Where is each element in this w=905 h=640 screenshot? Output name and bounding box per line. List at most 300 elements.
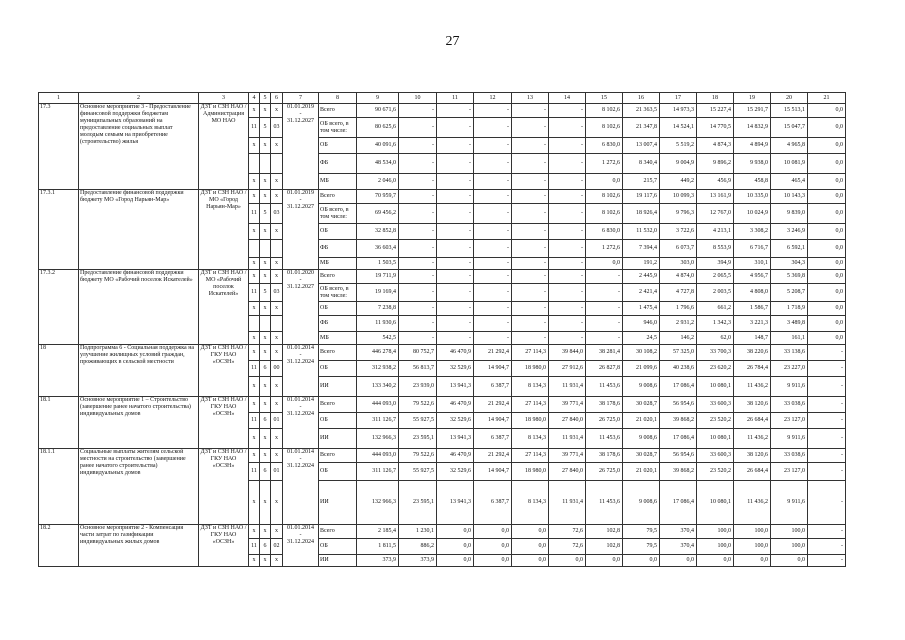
value-cell: 26 684,4: [734, 413, 771, 429]
value-cell: -: [549, 332, 586, 345]
funding-source: ОБ: [319, 413, 357, 429]
value-cell: 0,0: [808, 224, 846, 240]
value-cell: 18 980,0: [512, 463, 549, 481]
value-cell: 5 369,8: [771, 270, 808, 284]
table-row: [39, 345, 846, 361]
value-cell: 10 081,9: [771, 154, 808, 174]
value-cell: 10 335,0: [734, 190, 771, 204]
value-cell: 446 278,4: [357, 345, 399, 361]
value-cell: -: [512, 118, 549, 138]
value-cell: 0,0: [586, 174, 623, 190]
value-cell: 21 292,4: [474, 397, 512, 413]
value-cell: 456,9: [697, 174, 734, 190]
value-cell: 100,0: [771, 525, 808, 539]
value-cell: 1 586,7: [734, 302, 771, 316]
cell-col4: х: [249, 345, 260, 361]
value-cell: -: [808, 525, 846, 539]
value-cell: 11 453,6: [586, 377, 623, 397]
value-cell: 1 475,4: [623, 302, 660, 316]
value-cell: -: [437, 138, 474, 154]
row-executor: ДЗТ и СЗН НАО / ГКУ НАО «ОСЗН»: [199, 345, 249, 397]
value-cell: 9 004,9: [660, 154, 697, 174]
cell-col6: 00: [271, 361, 283, 377]
column-number: 20: [771, 93, 808, 104]
value-cell: -: [549, 270, 586, 284]
value-cell: -: [512, 284, 549, 302]
row-period: [283, 345, 319, 397]
value-cell: 8 102,6: [586, 104, 623, 118]
value-cell: 9 911,6: [771, 429, 808, 449]
value-cell: 39 771,4: [549, 449, 586, 463]
budget-table: [38, 92, 846, 567]
funding-source: ИИ: [319, 429, 357, 449]
value-cell: 0,0: [437, 539, 474, 555]
cell-col4: х: [249, 190, 260, 204]
cell-col6: х: [271, 525, 283, 539]
value-cell: 6 716,7: [734, 240, 771, 258]
value-cell: 30 108,2: [623, 345, 660, 361]
value-cell: 0,0: [808, 174, 846, 190]
funding-source: Всего: [319, 525, 357, 539]
cell-col6: х: [271, 481, 283, 525]
value-cell: -: [474, 284, 512, 302]
cell-col5: [260, 316, 271, 332]
value-cell: 15 291,7: [734, 104, 771, 118]
value-cell: 14 770,5: [697, 118, 734, 138]
value-cell: 0,0: [697, 555, 734, 567]
value-cell: 215,7: [623, 174, 660, 190]
value-cell: 6 387,7: [474, 429, 512, 449]
value-cell: 8 134,3: [512, 429, 549, 449]
period-start: 01.01.2020: [287, 270, 314, 276]
funding-source: ОБ: [319, 361, 357, 377]
cell-col5: х: [260, 345, 271, 361]
column-number: 3: [199, 93, 249, 104]
cell-col6: х: [271, 332, 283, 345]
row-name: Предоставление финансовой поддержки бюджету МО «Рабочий поселок Искателей»: [79, 270, 199, 345]
value-cell: 5 519,2: [660, 138, 697, 154]
column-number: 9: [357, 93, 399, 104]
period-end: 31.12.2024: [287, 463, 314, 469]
value-cell: 6 387,7: [474, 377, 512, 397]
row-period: [283, 449, 319, 525]
value-cell: -: [549, 118, 586, 138]
value-cell: 2 003,5: [697, 284, 734, 302]
value-cell: -: [474, 270, 512, 284]
value-cell: 370,4: [660, 525, 697, 539]
value-cell: -: [808, 429, 846, 449]
funding-source: Всего: [319, 449, 357, 463]
value-cell: -: [549, 104, 586, 118]
column-number: 4: [249, 93, 260, 104]
value-cell: -: [549, 284, 586, 302]
value-cell: -: [586, 332, 623, 345]
funding-source: Всего: [319, 190, 357, 204]
value-cell: -: [808, 361, 846, 377]
column-number: 18: [697, 93, 734, 104]
cell-col4: х: [249, 302, 260, 316]
value-cell: 9 796,3: [660, 204, 697, 224]
value-cell: -: [437, 224, 474, 240]
value-cell: -: [586, 284, 623, 302]
value-cell: 13 941,3: [437, 429, 474, 449]
value-cell: 0,0: [808, 316, 846, 332]
value-cell: 0,0: [808, 258, 846, 270]
value-cell: 48 534,0: [357, 154, 399, 174]
value-cell: 27 114,3: [512, 449, 549, 463]
value-cell: 21 363,5: [623, 104, 660, 118]
cell-col5: х: [260, 302, 271, 316]
value-cell: -: [474, 190, 512, 204]
value-cell: 0,0: [474, 555, 512, 567]
value-cell: 6 830,0: [586, 138, 623, 154]
value-cell: 17 086,4: [660, 377, 697, 397]
value-cell: 32 529,6: [437, 361, 474, 377]
cell-col5: х: [260, 377, 271, 397]
value-cell: -: [808, 555, 846, 567]
value-cell: -: [808, 449, 846, 463]
funding-source: Всего: [319, 345, 357, 361]
column-number: 2: [79, 93, 199, 104]
cell-col5: х: [260, 138, 271, 154]
row-name: Основное мероприятие 2 - Компенсация части затрат по газификации индивидуальных жилых домов: [79, 525, 199, 567]
period-dash: -: [299, 352, 302, 358]
cell-col6: х: [271, 302, 283, 316]
value-cell: 10 143,3: [771, 190, 808, 204]
value-cell: 0,0: [549, 555, 586, 567]
value-cell: -: [549, 138, 586, 154]
row-code: 17.3.1: [39, 190, 79, 270]
value-cell: -: [437, 118, 474, 138]
cell-col5: 6: [260, 361, 271, 377]
value-cell: 38 220,6: [734, 345, 771, 361]
cell-col6: [271, 240, 283, 258]
period-dash: -: [299, 456, 302, 462]
value-cell: 27 840,0: [549, 413, 586, 429]
column-number: 10: [399, 93, 437, 104]
value-cell: 0,0: [474, 525, 512, 539]
value-cell: -: [399, 240, 437, 258]
value-cell: -: [437, 190, 474, 204]
value-cell: 9 938,0: [734, 154, 771, 174]
value-cell: -: [399, 302, 437, 316]
value-cell: 69 456,2: [357, 204, 399, 224]
value-cell: 2 931,2: [660, 316, 697, 332]
cell-col6: х: [271, 138, 283, 154]
value-cell: 0,0: [512, 539, 549, 555]
cell-col5: [260, 240, 271, 258]
value-cell: -: [474, 316, 512, 332]
value-cell: 1 503,5: [357, 258, 399, 270]
value-cell: -: [474, 104, 512, 118]
cell-col6: х: [271, 397, 283, 413]
value-cell: 11 930,6: [357, 316, 399, 332]
value-cell: 11 453,6: [586, 429, 623, 449]
funding-source: ФБ: [319, 240, 357, 258]
value-cell: 3 221,3: [734, 316, 771, 332]
value-cell: 9 839,0: [771, 204, 808, 224]
value-cell: 132 966,3: [357, 481, 399, 525]
value-cell: 11 436,2: [734, 377, 771, 397]
cell-col6: х: [271, 104, 283, 118]
value-cell: 3 246,9: [771, 224, 808, 240]
period-dash: -: [299, 277, 302, 283]
table-row: [39, 104, 846, 118]
value-cell: 79 522,6: [399, 449, 437, 463]
value-cell: 40 238,6: [660, 361, 697, 377]
cell-col4: [249, 316, 260, 332]
value-cell: 1 342,3: [697, 316, 734, 332]
value-cell: -: [512, 302, 549, 316]
period-end: 31.12.2024: [287, 411, 314, 417]
value-cell: 373,9: [399, 555, 437, 567]
value-cell: 7 394,4: [623, 240, 660, 258]
value-cell: -: [474, 258, 512, 270]
value-cell: 102,8: [586, 539, 623, 555]
value-cell: 0,0: [808, 204, 846, 224]
value-cell: -: [808, 397, 846, 413]
value-cell: 0,0: [808, 154, 846, 174]
funding-source: МБ: [319, 174, 357, 190]
value-cell: 70 959,7: [357, 190, 399, 204]
row-period: [283, 270, 319, 345]
value-cell: 11 453,6: [586, 481, 623, 525]
value-cell: 394,9: [697, 258, 734, 270]
value-cell: 55 927,5: [399, 413, 437, 429]
row-name: Социальные выплаты жителям сельской местности на строительство (завершение ранее начатого строительства) индивидуальных домов: [79, 449, 199, 525]
value-cell: 10 080,1: [697, 481, 734, 525]
period-dash: -: [299, 532, 302, 538]
value-cell: 18 980,0: [512, 413, 549, 429]
value-cell: 38 120,6: [734, 397, 771, 413]
value-cell: -: [512, 154, 549, 174]
value-cell: -: [549, 204, 586, 224]
period-dash: -: [299, 404, 302, 410]
row-period: [283, 104, 319, 190]
value-cell: 148,7: [734, 332, 771, 345]
cell-col4: 11: [249, 413, 260, 429]
value-cell: 19 117,6: [623, 190, 660, 204]
funding-source: МБ: [319, 332, 357, 345]
value-cell: 0,0: [808, 302, 846, 316]
value-cell: 33 600,3: [697, 449, 734, 463]
value-cell: 8 134,3: [512, 377, 549, 397]
value-cell: 36 603,4: [357, 240, 399, 258]
value-cell: -: [437, 270, 474, 284]
value-cell: 30 028,7: [623, 397, 660, 413]
value-cell: 79,5: [623, 525, 660, 539]
value-cell: 4 874,0: [660, 270, 697, 284]
value-cell: -: [512, 204, 549, 224]
cell-col4: х: [249, 174, 260, 190]
value-cell: 17 086,4: [660, 481, 697, 525]
value-cell: 17 086,4: [660, 429, 697, 449]
value-cell: 13 941,3: [437, 377, 474, 397]
value-cell: 4 956,7: [734, 270, 771, 284]
cell-col4: х: [249, 138, 260, 154]
value-cell: -: [512, 270, 549, 284]
value-cell: 4 894,9: [734, 138, 771, 154]
value-cell: 56 954,6: [660, 397, 697, 413]
value-cell: 18 980,0: [512, 361, 549, 377]
period-end: 31.12.2027: [287, 118, 314, 124]
value-cell: -: [437, 104, 474, 118]
value-cell: 1 718,9: [771, 302, 808, 316]
value-cell: 26 827,8: [586, 361, 623, 377]
value-cell: -: [808, 345, 846, 361]
value-cell: 161,1: [771, 332, 808, 345]
value-cell: 1 272,6: [586, 240, 623, 258]
value-cell: 72,6: [549, 525, 586, 539]
value-cell: 21 099,6: [623, 361, 660, 377]
value-cell: -: [474, 332, 512, 345]
value-cell: -: [437, 332, 474, 345]
value-cell: -: [549, 174, 586, 190]
value-cell: -: [808, 539, 846, 555]
value-cell: -: [437, 154, 474, 174]
value-cell: 55 927,5: [399, 463, 437, 481]
value-cell: 0,0: [808, 104, 846, 118]
value-cell: 14 904,7: [474, 413, 512, 429]
value-cell: 23 939,0: [399, 377, 437, 397]
value-cell: 0,0: [660, 555, 697, 567]
funding-source: ОБ: [319, 138, 357, 154]
cell-col5: х: [260, 429, 271, 449]
value-cell: 26 784,4: [734, 361, 771, 377]
funding-source: МБ: [319, 258, 357, 270]
value-cell: 80 625,6: [357, 118, 399, 138]
cell-col4: х: [249, 258, 260, 270]
period-start: 01.01.2019: [287, 190, 314, 196]
value-cell: 886,2: [399, 539, 437, 555]
cell-col4: 11: [249, 118, 260, 138]
value-cell: 0,0: [437, 525, 474, 539]
funding-source: ИИ: [319, 555, 357, 567]
value-cell: -: [437, 302, 474, 316]
period-dash: -: [299, 197, 302, 203]
row-period: [283, 525, 319, 567]
value-cell: 10 099,3: [660, 190, 697, 204]
column-number: 1: [39, 93, 79, 104]
value-cell: -: [549, 190, 586, 204]
cell-col5: х: [260, 270, 271, 284]
cell-col5: 6: [260, 463, 271, 481]
value-cell: 33 038,6: [771, 449, 808, 463]
cell-col5: х: [260, 174, 271, 190]
value-cell: -: [399, 104, 437, 118]
value-cell: -: [549, 224, 586, 240]
value-cell: 100,0: [697, 539, 734, 555]
row-name: Предоставление финансовой поддержки бюджету МО «Город Нарьян-Мар»: [79, 190, 199, 270]
value-cell: 3 489,8: [771, 316, 808, 332]
value-cell: 0,0: [623, 555, 660, 567]
value-cell: -: [512, 316, 549, 332]
value-cell: -: [437, 258, 474, 270]
value-cell: 15 047,7: [771, 118, 808, 138]
value-cell: 39 844,0: [549, 345, 586, 361]
value-cell: 311 126,7: [357, 463, 399, 481]
value-cell: 56 813,7: [399, 361, 437, 377]
value-cell: 1 811,5: [357, 539, 399, 555]
value-cell: -: [512, 224, 549, 240]
value-cell: 311 126,7: [357, 413, 399, 429]
row-code: 17.3: [39, 104, 79, 190]
funding-source: Всего: [319, 104, 357, 118]
value-cell: 312 938,2: [357, 361, 399, 377]
value-cell: 2 046,0: [357, 174, 399, 190]
value-cell: 0,0: [808, 284, 846, 302]
value-cell: 133 340,2: [357, 377, 399, 397]
cell-col6: 01: [271, 413, 283, 429]
value-cell: 444 093,0: [357, 449, 399, 463]
row-executor: ДЗТ и СЗН НАО / ГКУ НАО «ОСЗН»: [199, 525, 249, 567]
value-cell: 27 114,3: [512, 345, 549, 361]
cell-col5: 6: [260, 413, 271, 429]
cell-col5: х: [260, 224, 271, 240]
value-cell: -: [437, 174, 474, 190]
value-cell: 6 830,0: [586, 224, 623, 240]
value-cell: 3 722,6: [660, 224, 697, 240]
cell-col4: х: [249, 397, 260, 413]
value-cell: 2 421,4: [623, 284, 660, 302]
cell-col5: х: [260, 258, 271, 270]
value-cell: 27 840,0: [549, 463, 586, 481]
value-cell: 33 138,6: [771, 345, 808, 361]
row-code: 18.2: [39, 525, 79, 567]
value-cell: -: [549, 258, 586, 270]
row-executor: ДЗТ и СЗН НАО / Администрация МО НАО: [199, 104, 249, 190]
value-cell: 0,0: [771, 555, 808, 567]
value-cell: 0,0: [808, 240, 846, 258]
period-end: 31.12.2027: [287, 204, 314, 210]
period-start: 01.01.2014: [287, 397, 314, 403]
value-cell: 46 470,9: [437, 397, 474, 413]
cell-col6: х: [271, 449, 283, 463]
value-cell: -: [437, 316, 474, 332]
value-cell: -: [399, 154, 437, 174]
value-cell: 26 725,0: [586, 413, 623, 429]
value-cell: 62,0: [697, 332, 734, 345]
value-cell: 13 161,9: [697, 190, 734, 204]
value-cell: 11 931,4: [549, 377, 586, 397]
funding-source: ФБ: [319, 154, 357, 174]
cell-col6: х: [271, 174, 283, 190]
value-cell: -: [549, 154, 586, 174]
value-cell: -: [512, 240, 549, 258]
column-number: 8: [319, 93, 357, 104]
column-number: 11: [437, 93, 474, 104]
value-cell: -: [808, 377, 846, 397]
value-cell: 40 091,6: [357, 138, 399, 154]
value-cell: 0,0: [586, 258, 623, 270]
row-code: 17.3.2: [39, 270, 79, 345]
value-cell: 661,2: [697, 302, 734, 316]
value-cell: 18 926,4: [623, 204, 660, 224]
cell-col5: х: [260, 104, 271, 118]
period-start: 01.01.2014: [287, 449, 314, 455]
cell-col4: 11: [249, 539, 260, 555]
cell-col4: 11: [249, 284, 260, 302]
table-row: [39, 525, 846, 539]
value-cell: -: [399, 224, 437, 240]
cell-col4: 11: [249, 361, 260, 377]
column-number: 17: [660, 93, 697, 104]
value-cell: 132 966,3: [357, 429, 399, 449]
value-cell: 373,9: [357, 555, 399, 567]
value-cell: 21 347,8: [623, 118, 660, 138]
cell-col5: х: [260, 397, 271, 413]
value-cell: -: [474, 302, 512, 316]
